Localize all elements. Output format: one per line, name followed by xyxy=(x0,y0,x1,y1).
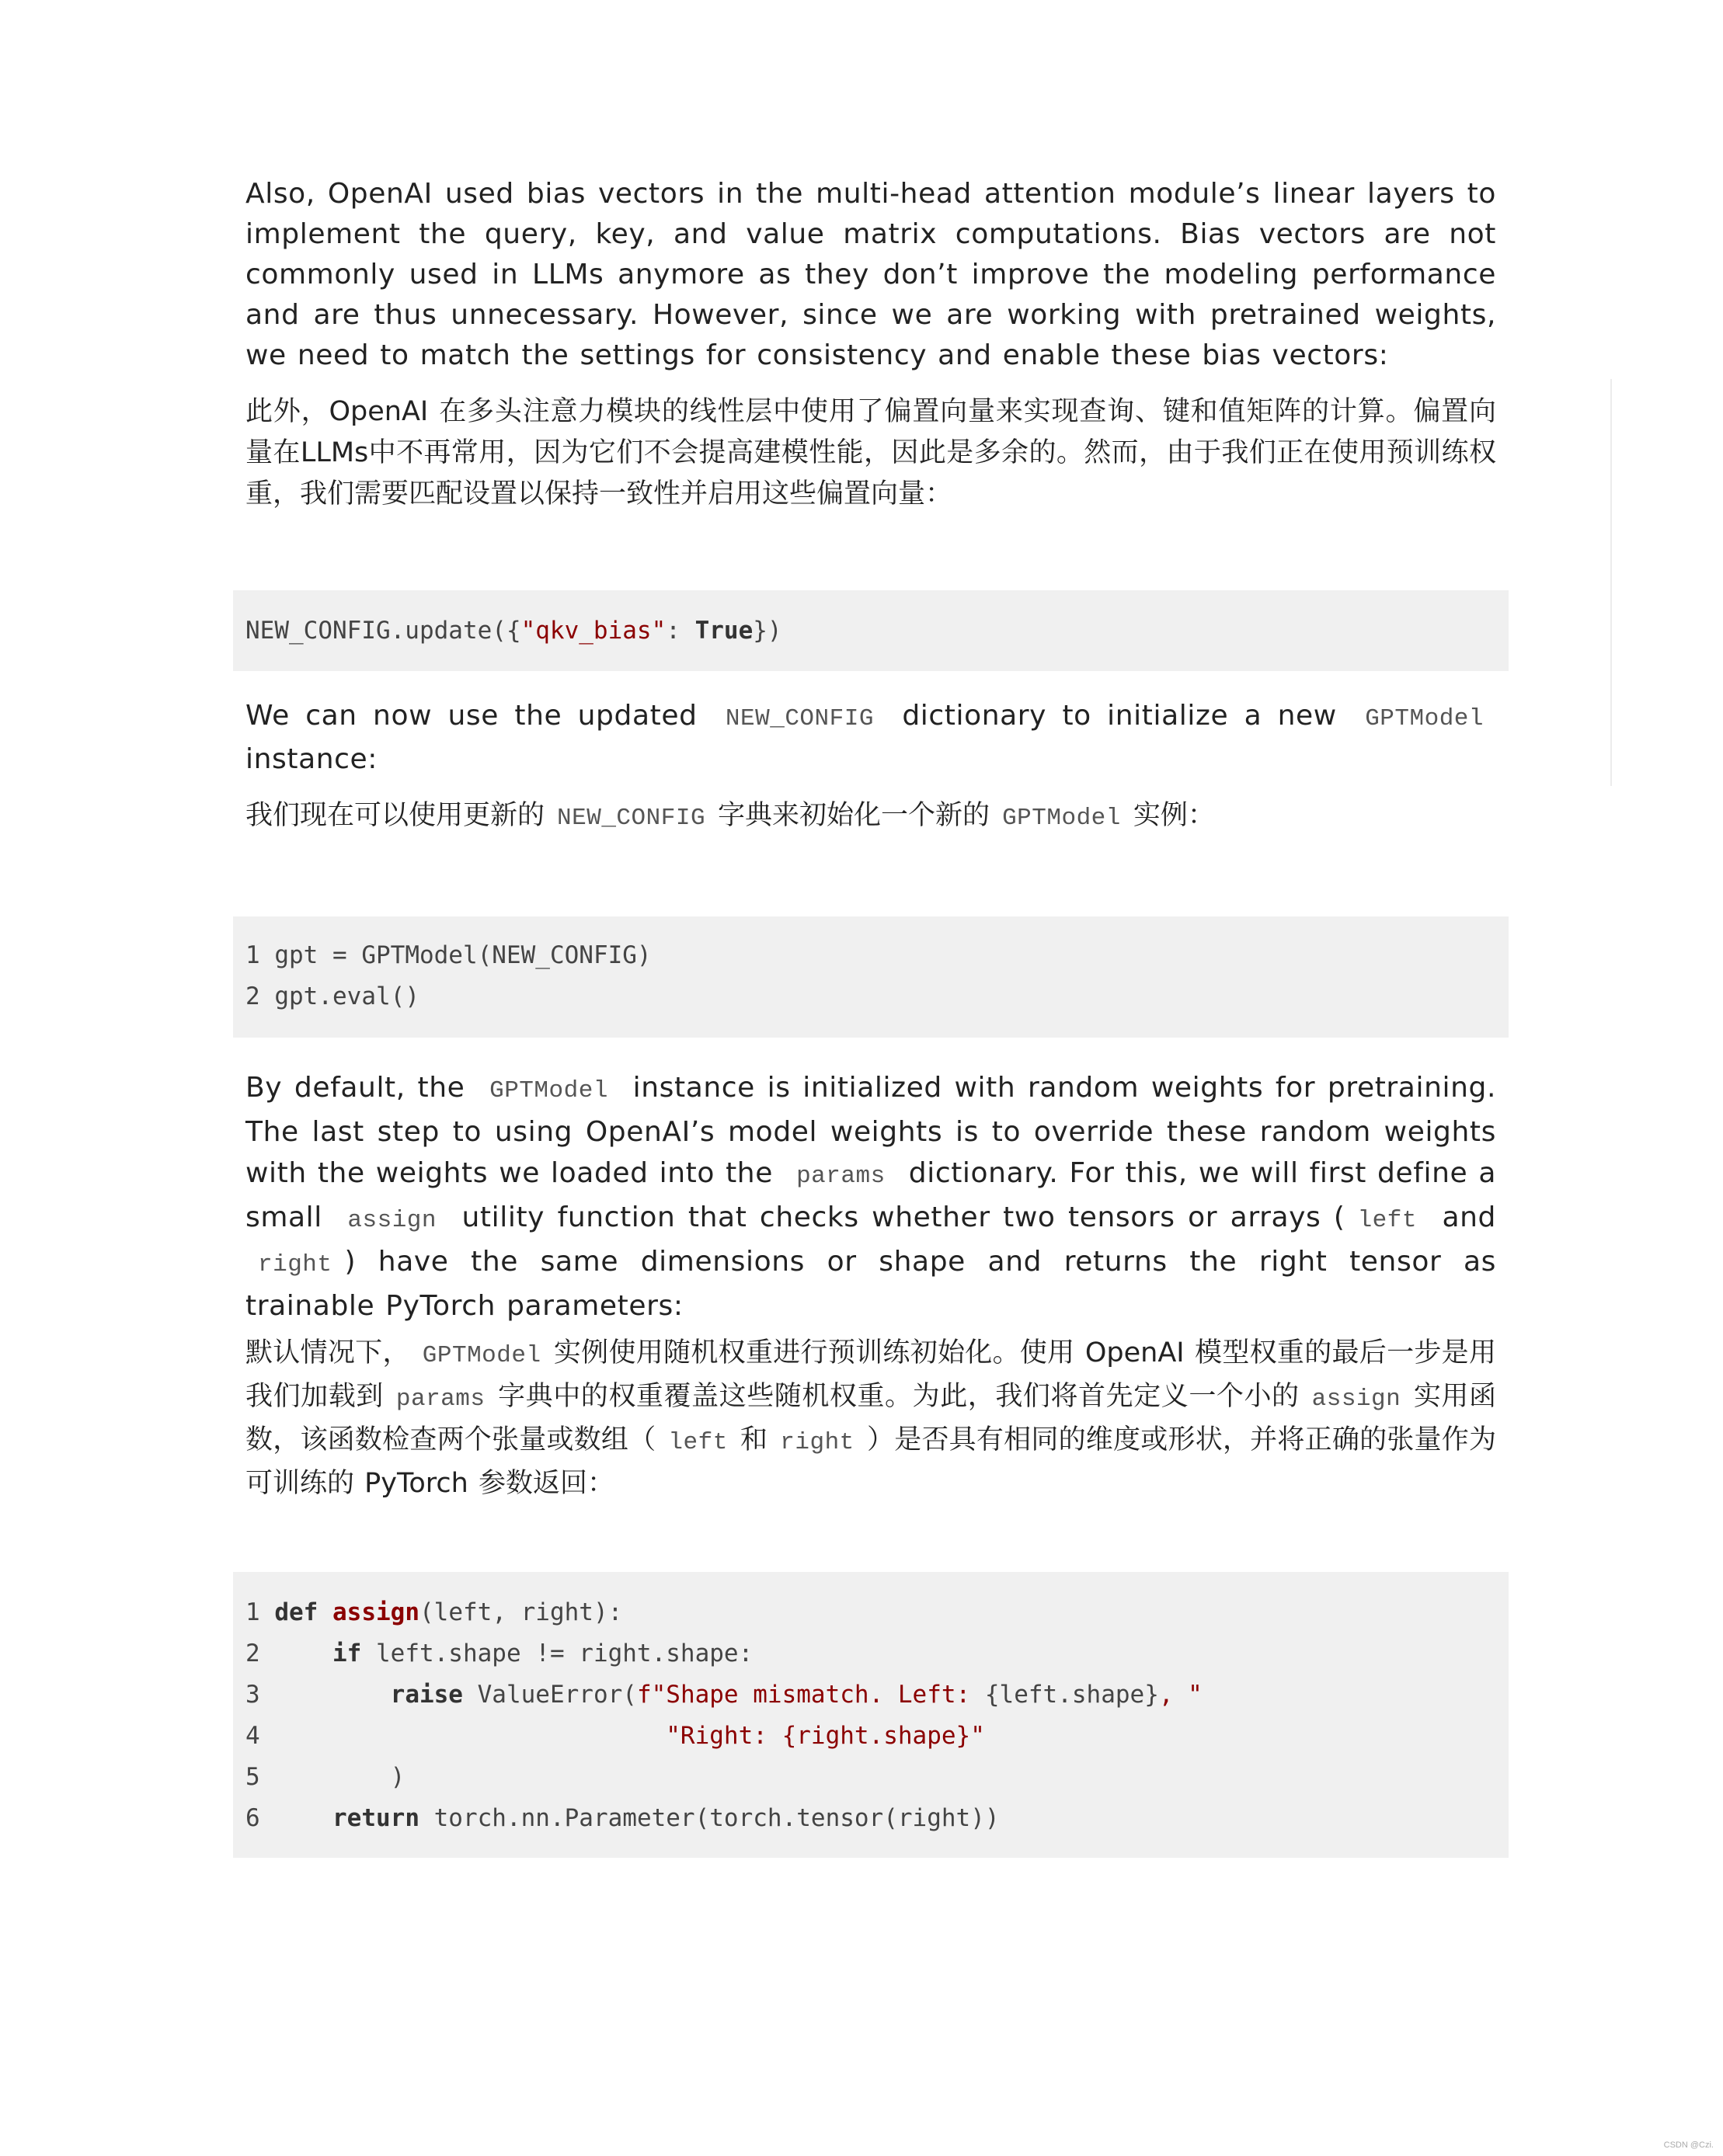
code-text: ) xyxy=(390,1763,406,1791)
line-number: 1 xyxy=(245,1598,260,1626)
line-number: 3 xyxy=(245,1681,260,1709)
code-text: gpt = GPTModel(NEW_CONFIG) xyxy=(274,941,652,969)
text: instance: xyxy=(245,743,378,775)
watermark: CSDN @Czi. xyxy=(1663,2140,1714,2150)
inline-code: NEW_CONFIG xyxy=(557,805,706,832)
line-number: 1 xyxy=(245,941,260,969)
inline-code: NEW_CONFIG xyxy=(725,705,874,732)
code-text: : xyxy=(666,617,695,645)
code-keyword: raise xyxy=(390,1681,463,1709)
code-text: gpt.eval() xyxy=(274,982,419,1010)
text: 实用函数，该函数检查两个张量或数组（ xyxy=(245,1381,1496,1455)
code-line xyxy=(245,1757,1496,1798)
code-indent xyxy=(274,1681,390,1709)
code-line xyxy=(245,1674,1496,1716)
code-text: NEW_CONFIG.update({ xyxy=(245,617,521,645)
code-string: "qkv_bias" xyxy=(520,617,667,645)
code-string: f"Shape mismatch. Left: xyxy=(636,1681,985,1709)
page-edge-divider xyxy=(1610,379,1612,786)
code-block-assign-function xyxy=(233,1572,1509,1858)
code-interpolation: {left.shape} xyxy=(984,1681,1159,1709)
text: 默认情况下， xyxy=(245,1337,410,1368)
inline-code: assign xyxy=(347,1207,437,1234)
code-text: (left, right): xyxy=(419,1598,623,1626)
paragraph-assign-intro-zh xyxy=(245,1333,1496,1504)
paragraph-new-config-zh xyxy=(245,795,1496,839)
paragraph-bias-vectors-zh: 此外，OpenAI 在多头注意力模块的线性层中使用了偏置向量来实现查询、键和值矩阵的计算。偏置向量在LLMs中不再常用，因为它们不会提高建模性能，因此是多余的。然而，由于我们正在使用预训练权重，我们需要匹配设置以保持一致性并启用这些偏置向量： xyxy=(245,396,1496,509)
text: 和 xyxy=(740,1424,768,1455)
code-text: ValueError( xyxy=(462,1681,637,1709)
inline-code: GPTModel xyxy=(1002,805,1121,832)
code-keyword: return xyxy=(332,1804,419,1832)
code-line xyxy=(245,1798,1496,1839)
line-number: 2 xyxy=(245,1640,260,1667)
text: dictionary. For this, we will first define a small xyxy=(245,1157,1497,1233)
text: By default, the xyxy=(245,1072,465,1104)
text: 我们现在可以使用更新的 xyxy=(245,800,545,831)
text: and xyxy=(1442,1201,1497,1233)
code-keyword: if xyxy=(332,1640,362,1667)
line-number: 2 xyxy=(245,982,260,1010)
paragraph-assign-intro-en xyxy=(245,1067,1496,1327)
code-indent xyxy=(274,1804,332,1832)
code-line xyxy=(245,610,1496,652)
code-line xyxy=(245,935,1496,976)
inline-code: right xyxy=(258,1251,332,1278)
line-number: 4 xyxy=(245,1722,260,1750)
inline-code: left xyxy=(668,1429,728,1456)
code-line xyxy=(245,1716,1496,1757)
code-text: }) xyxy=(753,617,782,645)
code-line xyxy=(245,1633,1496,1674)
line-number: 6 xyxy=(245,1804,260,1832)
inline-code: left xyxy=(1357,1207,1417,1234)
code-block-config-update xyxy=(233,590,1509,671)
code-keyword: True xyxy=(694,617,754,645)
inline-code: GPTModel xyxy=(489,1077,608,1104)
inline-code: params xyxy=(796,1163,886,1190)
text: ) have the same dimensions or shape and returns the right tensor as trainable PyTorch parameters: xyxy=(245,1246,1496,1322)
paragraph-new-config-en xyxy=(245,696,1496,780)
inline-code: right xyxy=(780,1429,855,1456)
text: ）是否具有相同的维度或形状，并将正确的张量作为可训练的 PyTorch 参数返回： xyxy=(245,1424,1496,1499)
text: 实例使用随机权重进行预训练初始化。使用 OpenAI 模型权重的最后一步是用我们加载到 xyxy=(245,1337,1496,1412)
text: 实例： xyxy=(1133,800,1215,831)
text: 字典中的权重覆盖这些随机权重。为此，我们将首先定义一个小的 xyxy=(497,1381,1300,1412)
paragraph-bias-vectors-en: Also, OpenAI used bias vectors in the multi-head attention module’s linear layers to implement the query, key, and value matrix computations. Bias vectors are not commonly used in LLMs anymore as they don’t improve the modeling performance and are thus unnecessary. However, since we are working with pretrained weights, we need to match the settings for consistency and enable these bias vectors: xyxy=(245,178,1496,371)
text: We can now use the updated xyxy=(245,700,698,732)
code-function-name: assign xyxy=(332,1598,419,1626)
inline-code: GPTModel xyxy=(1365,705,1485,732)
inline-code: assign xyxy=(1311,1386,1401,1413)
code-text: left.shape != right.shape: xyxy=(361,1640,754,1667)
line-number: 5 xyxy=(245,1763,260,1791)
text: dictionary to initialize a new xyxy=(902,700,1337,732)
code-keyword: def xyxy=(274,1598,318,1626)
code-line xyxy=(245,976,1496,1017)
code-line xyxy=(245,1592,1496,1633)
code-indent xyxy=(274,1763,390,1791)
code-indent xyxy=(274,1640,332,1667)
code-text: torch.nn.Parameter(torch.tensor(right)) xyxy=(419,1804,1000,1832)
inline-code: params xyxy=(395,1386,486,1413)
text: instance is initialized with random weights for pretraining. The last step to using OpenAI’s model weights is to override these random weights with the weights we loaded into the xyxy=(245,1072,1496,1189)
inline-code: GPTModel xyxy=(422,1342,541,1369)
code-string: "Right: {right.shape}" xyxy=(666,1722,985,1750)
code-indent xyxy=(274,1722,666,1750)
text: utility function that checks whether two tensors or arrays ( xyxy=(461,1201,1345,1233)
code-block-gpt-init xyxy=(233,916,1509,1038)
text: 字典来初始化一个新的 xyxy=(718,800,990,831)
code-string: , " xyxy=(1158,1681,1203,1709)
